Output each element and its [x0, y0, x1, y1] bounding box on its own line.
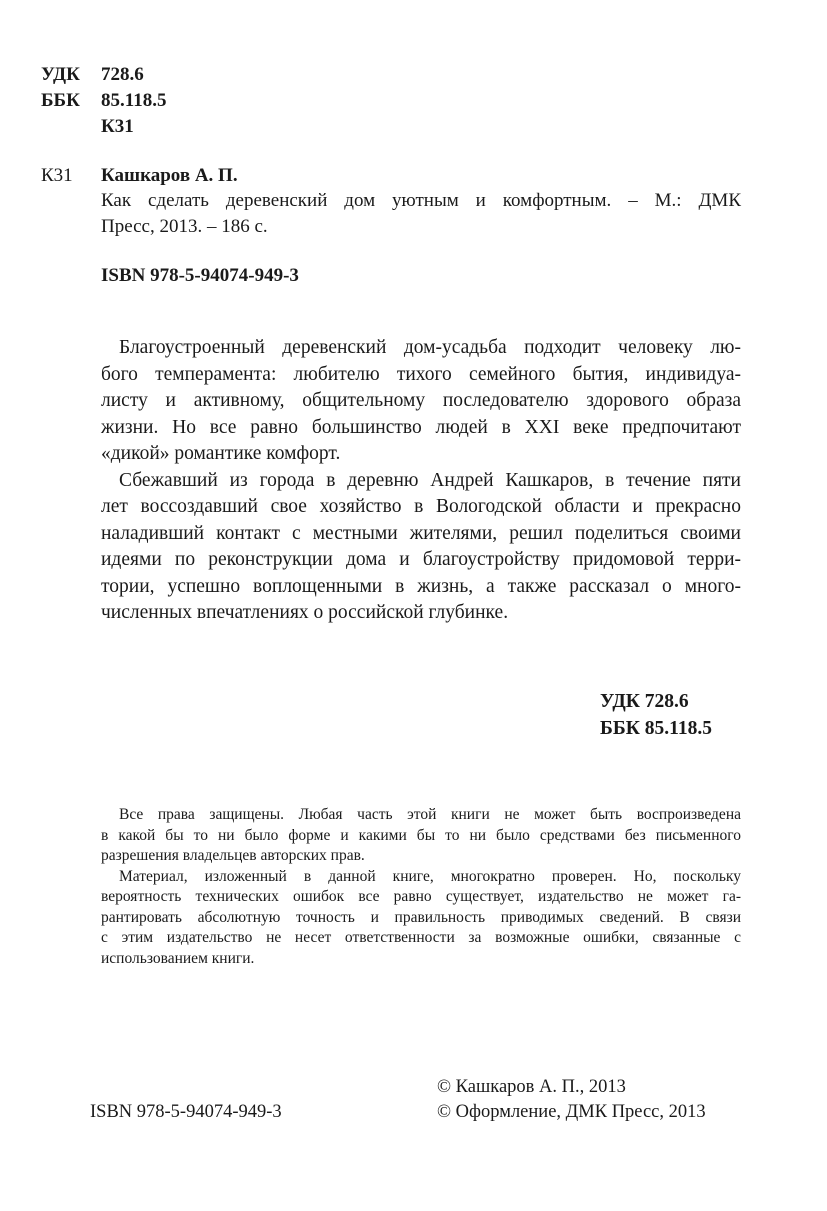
abstract-line: жизни. Но все равно большинство людей в XXI веке предпочитают: [101, 416, 741, 438]
entry-author-mark: К31: [41, 165, 73, 186]
entry-description-line: Как сделать деревенский дом уютным и комфортным. – М.: ДМК: [101, 190, 741, 211]
udk-right: УДК 728.6: [600, 691, 689, 712]
abstract-line: численных впечатлениях о российской глубинке.: [101, 602, 509, 623]
bbk-row: [41, 88, 166, 114]
copyright-design: © Оформление, ДМК Пресс, 2013: [437, 1102, 706, 1122]
bbk-label: ББК: [41, 90, 80, 111]
notice-line: разрешения владельцев авторских прав.: [101, 847, 365, 864]
abstract: [101, 335, 741, 627]
bbk-value: 85.118.5: [101, 90, 167, 111]
udk-label: УДК: [41, 64, 80, 85]
abstract-line: Благоустроенный деревенский дом-усадьба подходит человеку лю-: [119, 337, 741, 358]
bbk-right: ББК 85.118.5: [600, 718, 712, 739]
rights-notice: [101, 805, 741, 969]
notice-line: Все права защищены. Любая часть этой книги не может быть воспроизведена: [119, 806, 741, 823]
notice-line: Материал, изложенный в данной книге, многократно проверен. Но, поскольку: [119, 867, 741, 885]
udk-row: [41, 62, 144, 88]
abstract-line: лет воссоздавший свое хозяйство в Вологодской области и прекрасно: [101, 496, 741, 517]
abstract-line: листу и активному, общительному последователю здорового образа: [101, 390, 741, 411]
entry-author: Кашкаров А. П.: [101, 165, 238, 186]
entry-description: [101, 188, 741, 240]
notice-line: с этим издательство не несет ответственности за возможные ошибки, связанные с: [101, 929, 741, 946]
abstract-line: «дикой» романтике комфорт.: [101, 443, 341, 464]
copyright-author: © Кашкаров А. П., 2013: [437, 1077, 626, 1097]
footer-isbn: ISBN 978-5-94074-949-3: [90, 1102, 282, 1122]
udk-value: 728.6: [101, 64, 144, 85]
notice-line: в какой бы то ни было форме и какими бы то ни было средствами без письменного: [101, 826, 741, 844]
abstract-line: тории, успешно воплощенными в жизнь, а также рассказал о много-: [101, 575, 741, 597]
author-mark-value: К31: [101, 116, 134, 137]
notice-line: использованием книги.: [101, 949, 255, 967]
notice-line: вероятность технических ошибок все равно существует, издательство не может га-: [101, 888, 741, 905]
abstract-line: идеями по реконструкции дома и благоустройству придомовой терри-: [101, 549, 741, 570]
entry-isbn: ISBN 978-5-94074-949-3: [101, 265, 299, 286]
author-mark-row: [41, 114, 134, 140]
abstract-line: наладивший контакт с местными жителями, решил поделиться своими: [101, 522, 741, 544]
abstract-line: бого темперамента: любителю тихого семейного бытия, индивидуа-: [101, 363, 741, 385]
entry-description-line: Пресс, 2013. – 186 с.: [101, 216, 268, 237]
abstract-line: Сбежавший из города в деревню Андрей Кашкаров, в течение пяти: [119, 469, 741, 491]
notice-line: рантировать абсолютную точность и правильность приводимых сведений. В связи: [101, 908, 741, 926]
